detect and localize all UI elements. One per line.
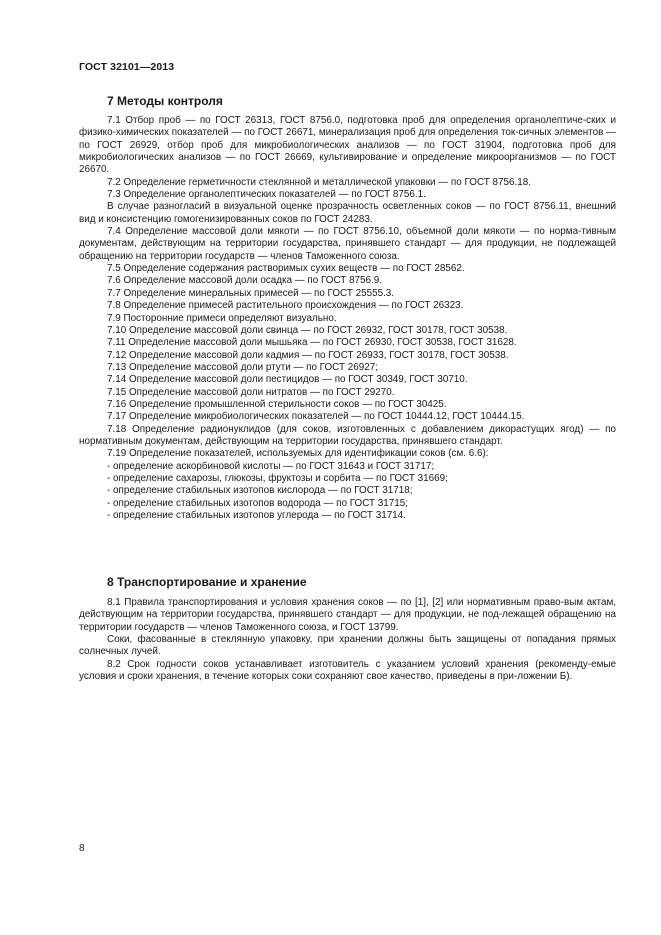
paragraph-7-6: 7.6 Определение массовой доли осадка — по ГОСТ 8756.9. <box>107 275 383 287</box>
paragraph-7-1: 7.1 Отбор проб — по ГОСТ 26313, ГОСТ 8756.0, подготовка проб для определения органолептиче-ских и физико-химических показателей — по ГОСТ 26671, минерализация проб для определения ток-сичных элементов — по ГОСТ 26929, отбор проб для микробиологических анализов — по ГОСТ 31904, подготовка проб для микробиологических анализов — по ГОСТ 26669, культивирование и определение микроорганизмов — по ГОСТ 26670. <box>79 115 616 176</box>
section-8-body <box>79 597 616 683</box>
section-7-body <box>79 115 616 522</box>
paragraph-8-1: 8.1 Правила транспортирования и условия хранения соков — по [1], [2] или нормативным право-вым актам, действующим на территории государства, принявшего стандарт — для продукции, не под-лежащей обращению на территории государств — членов Таможенного союза, и ГОСТ 13799. <box>79 597 616 633</box>
paragraph-7-2: 7.2 Определение герметичности стеклянной и металлической упаковки — по ГОСТ 8756.18. <box>107 176 531 188</box>
paragraph-7-15: 7.15 Определение массовой доли нитратов — по ГОСТ 29270. <box>107 386 395 398</box>
paragraph-7-5: 7.5 Определение содержания растворимых сухих веществ — по ГОСТ 28562. <box>107 263 465 275</box>
paragraph-8-2: 8.2 Срок годности соков устанавливает изготовитель с указанием условий хранения (рекоменду-емые условия и сроки хранения, в течение которых соки сохраняют свое качество, приведены в при-ложении Б). <box>79 658 616 683</box>
paragraph-7-9: 7.9 Посторонние примеси определяют визуально. <box>107 312 337 324</box>
paragraph-7-3-disagreement: В случае разногласий в визуальной оценке прозрачность осветленных соков — по ГОСТ 8756.11, внешний вид и консистенцию гомогенизированных соков по ГОСТ 24283. <box>79 201 616 225</box>
list-item: - определение аскорбиновой кислоты — по ГОСТ 31643 и ГОСТ 31717; <box>107 460 435 472</box>
page-number: 8 <box>79 843 85 854</box>
paragraph-7-16: 7.16 Определение промышленной стерильности соков — по ГОСТ 30425. <box>107 398 447 410</box>
document-id-header: ГОСТ 32101—2013 <box>79 61 175 73</box>
paragraph-7-18: 7.18 Определение радионуклидов (для соков, изготовленных с добавлением дикорастущих ягод) — по нормативным документам, действующим на территории государства, принявшего стандарт. <box>79 423 616 447</box>
paragraph-7-17: 7.17 Определение микробиологических показателей — по ГОСТ 10444.12, ГОСТ 10444.15. <box>107 411 525 423</box>
paragraph-7-13: 7.13 Определение массовой доли ртути — по ГОСТ 26927; <box>107 361 378 373</box>
paragraph-7-10: 7.10 Определение массовой доли свинца — по ГОСТ 26932, ГОСТ 30178, ГОСТ 30538. <box>107 324 508 336</box>
section-7-heading: 7 Методы контроля <box>107 94 223 108</box>
list-item: - определение сахарозы, глюкозы, фруктозы и сорбита — по ГОСТ 31669; <box>107 472 448 484</box>
paragraph-7-7: 7.7 Определение минеральных примесей — по ГОСТ 25555.3. <box>107 287 395 299</box>
paragraph-7-8: 7.8 Определение примесей растительного происхождения — по ГОСТ 26323. <box>107 300 464 312</box>
paragraph-7-19: 7.19 Определение показателей, используемых для идентификации соков (см. 6.6): <box>107 448 489 460</box>
paragraph-7-11: 7.11 Определение массовой доли мышьяка — по ГОСТ 26930, ГОСТ 30538, ГОСТ 31628. <box>107 337 517 349</box>
list-item: - определение стабильных изотопов кислорода — по ГОСТ 31718; <box>107 485 413 497</box>
list-item: - определение стабильных изотопов углерода — по ГОСТ 31714. <box>107 510 406 521</box>
paragraph-7-3: 7.3 Определение органолептических показателей — по ГОСТ 8756.1. <box>107 189 426 201</box>
paragraph-8-1-glass: Соки, фасованные в стеклянную упаковку, при хранении должны быть защищены от попадания прямых солнечных лучей. <box>79 634 616 658</box>
paragraph-7-12: 7.12 Определение массовой доли кадмия — по ГОСТ 26933, ГОСТ 30178, ГОСТ 30538. <box>107 349 509 361</box>
paragraph-7-14: 7.14 Определение массовой доли пестицидов — по ГОСТ 30349, ГОСТ 30710. <box>107 374 468 386</box>
section-8-heading: 8 Транспортирование и хранение <box>107 575 307 589</box>
list-item: - определение стабильных изотопов водорода — по ГОСТ 31715; <box>107 497 409 509</box>
paragraph-7-4: 7.4 Определение массовой доли мякоти — по ГОСТ 8756.10, объемной доли мякоти — по норма-тивным документам, действующим на территории государства, принявшего стандарт — для продукции, не подлежащей обращению на территории государств — членов Таможенного союза. <box>79 226 616 262</box>
